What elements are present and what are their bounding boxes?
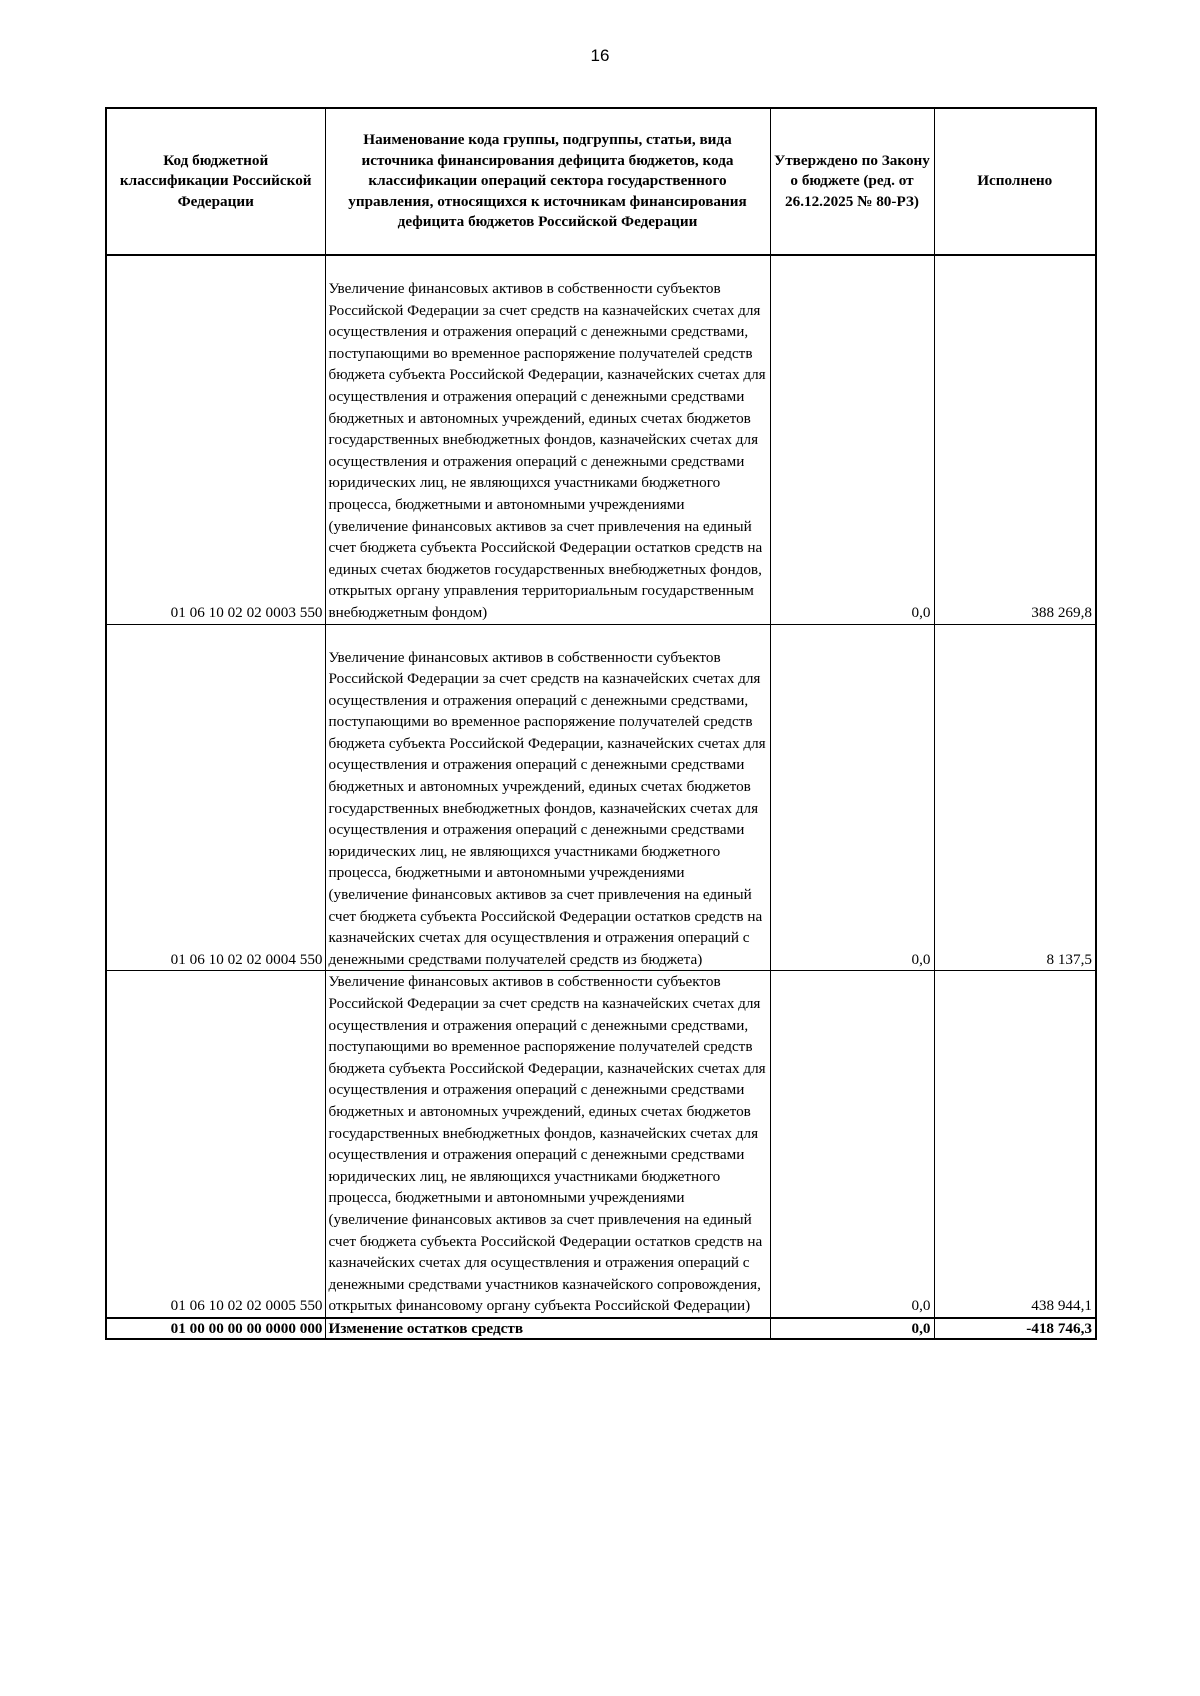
row-approved: 0,0 [770,971,934,1318]
table-row [106,971,1096,1318]
header-executed: Исполнено [934,108,1096,255]
row-executed: 438 944,1 [934,971,1096,1318]
table-header-row [106,108,1096,255]
total-code: 01 00 00 00 00 0000 000 [106,1318,325,1339]
row-executed: 8 137,5 [934,624,1096,971]
row-code: 01 06 10 02 02 0005 550 [106,971,325,1318]
row-name: Увеличение финансовых активов в собственности субъектов Российской Федерации за счет средств на казначейских счетах для осуществления и отражения операций с денежными средствами, поступающими во временное распоряжение получателей средств бюджета субъекта Российской Федерации, казначейских счетах для осуществления и отражения операций с денежными средствами бюджетных и автономных учреждений, единых счетах бюджетов государственных внебюджетных фондов, казначейских счетах для осуществления и отражения операций с денежными средствами юридических лиц, не являющихся участниками бюджетного процесса, бюджетными и автономными учреждениями (увеличение финансовых активов за счет привлечения на единый счет бюджета субъекта Российской Федерации остатков средств на единых счетах бюджетов государственных внебюджетных фондов, открытых органу управления территориальным государственным внебюджетным фондом) [325,255,770,624]
header-name: Наименование кода группы, подгруппы, статьи, вида источника финансирования дефицита бюджетов, кода классификации операций сектора государственного управления, относящихся к источникам финансирования дефицита бюджетов Российской Федерации [325,108,770,255]
row-name: Увеличение финансовых активов в собственности субъектов Российской Федерации за счет средств на казначейских счетах для осуществления и отражения операций с денежными средствами, поступающими во временное распоряжение получателей средств бюджета субъекта Российской Федерации, казначейских счетах для осуществления и отражения операций с денежными средствами бюджетных и автономных учреждений, единых счетах бюджетов государственных внебюджетных фондов, казначейских счетах для осуществления и отражения операций с денежными средствами юридических лиц, не являющихся участниками бюджетного процесса, бюджетными и автономными учреждениями (увеличение финансовых активов за счет привлечения на единый счет бюджета субъекта Российской Федерации остатков средств на казначейских счетах для осуществления и отражения операций с денежными средствами участников казначейского сопровождения, открытых финансовому органу субъекта Российской Федерации) [325,971,770,1318]
row-executed: 388 269,8 [934,255,1096,624]
row-approved: 0,0 [770,624,934,971]
total-name: Изменение остатков средств [325,1318,770,1339]
header-code: Код бюджетной классификации Российской Федерации [106,108,325,255]
row-code: 01 06 10 02 02 0004 550 [106,624,325,971]
page-number: 16 [590,46,610,65]
row-code: 01 06 10 02 02 0003 550 [106,255,325,624]
header-approved: Утверждено по Закону о бюджете (ред. от 26.12.2025 № 80-РЗ) [770,108,934,255]
total-row [106,1318,1096,1339]
table-row [106,255,1096,624]
row-name: Увеличение финансовых активов в собственности субъектов Российской Федерации за счет средств на казначейских счетах для осуществления и отражения операций с денежными средствами, поступающими во временное распоряжение получателей средств бюджета субъекта Российской Федерации, казначейских счетах для осуществления и отражения операций с денежными средствами бюджетных и автономных учреждений, единых счетах бюджетов государственных внебюджетных фондов, казначейских счетах для осуществления и отражения операций с денежными средствами юридических лиц, не являющихся участниками бюджетного процесса, бюджетными и автономными учреждениями (увеличение финансовых активов за счет привлечения на единый счет бюджета субъекта Российской Федерации остатков средств на казначейских счетах для осуществления и отражения операций с денежными средствами получателей средств из бюджета) [325,624,770,971]
row-approved: 0,0 [770,255,934,624]
table-row [106,624,1096,971]
total-executed: -418 746,3 [934,1318,1096,1339]
total-approved: 0,0 [770,1318,934,1339]
budget-sources-table [105,107,1097,1340]
